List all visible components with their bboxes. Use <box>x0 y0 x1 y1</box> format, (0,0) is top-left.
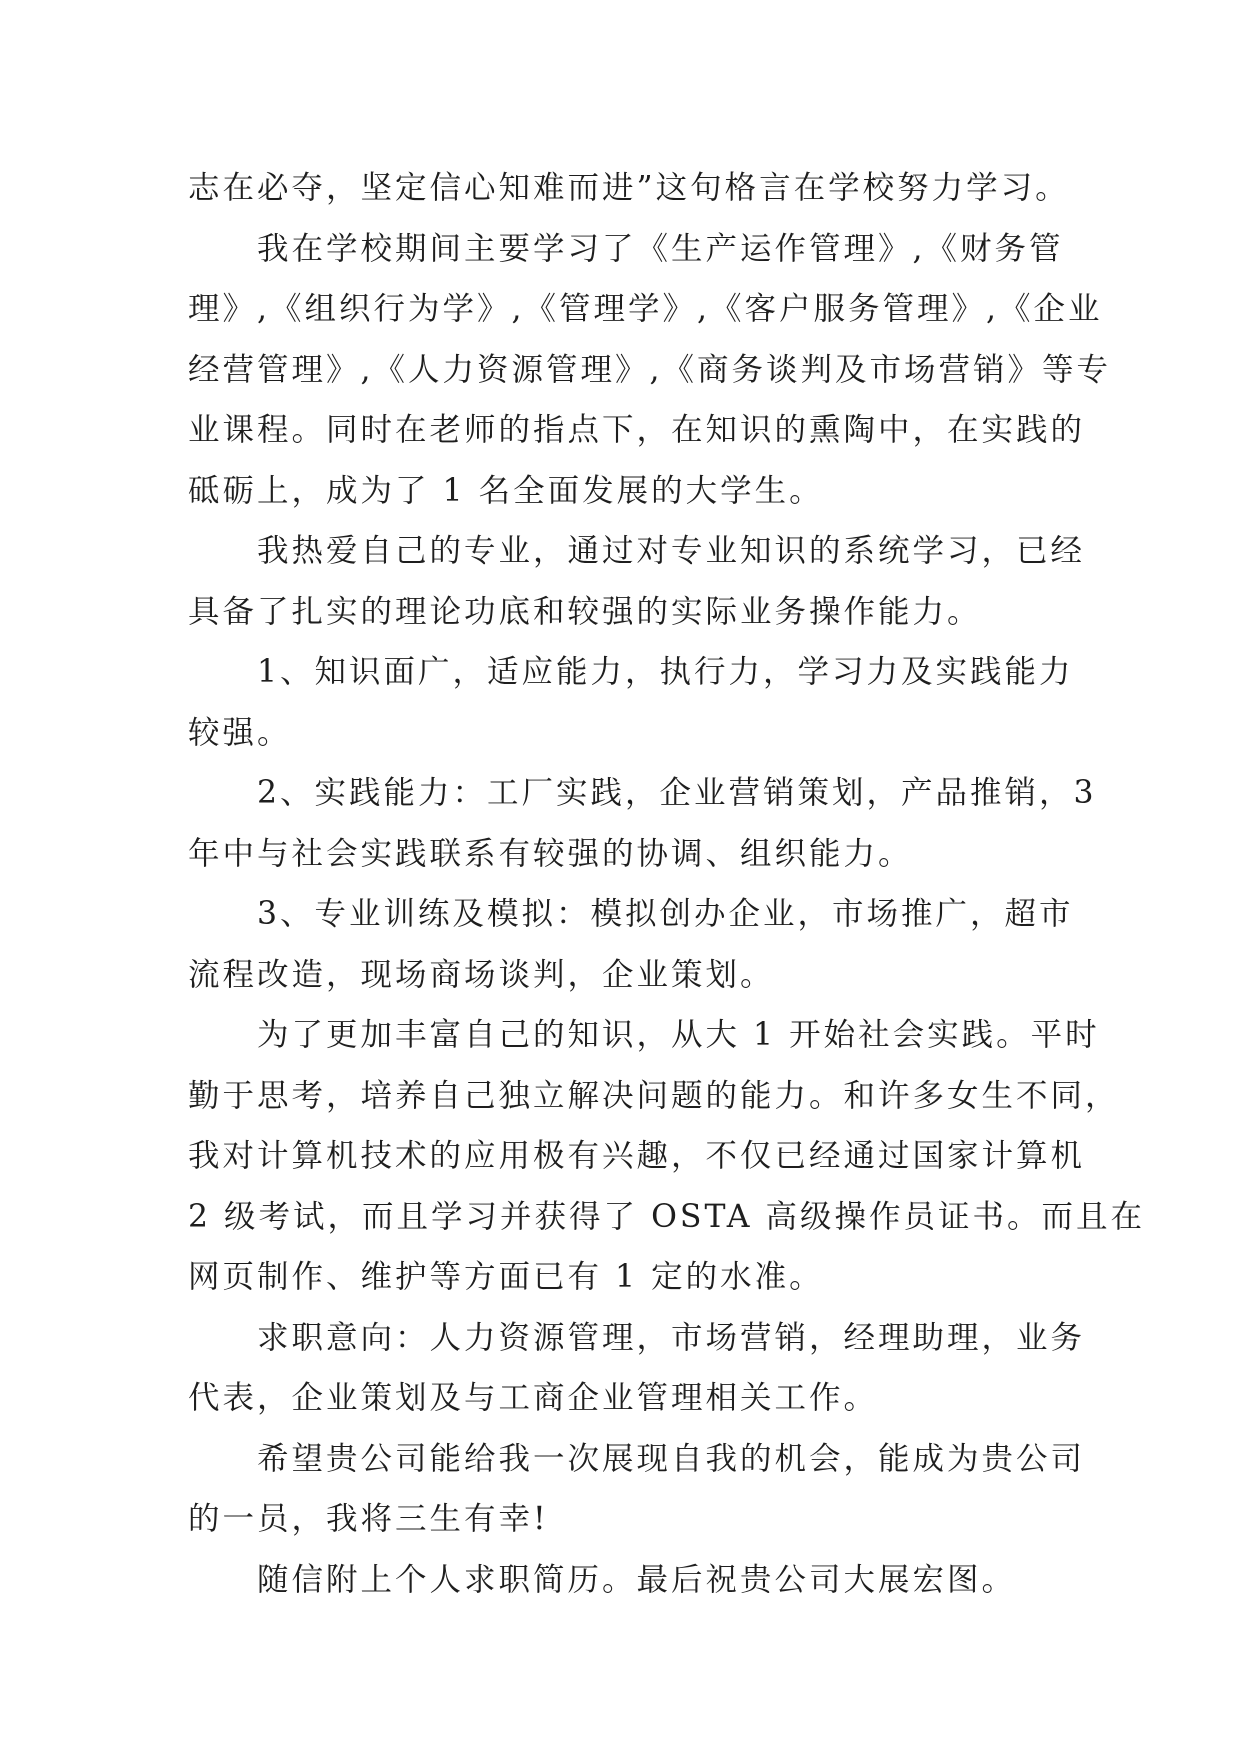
text-line: 2 级考试，而且学习并获得了 OSTA 高级操作员证书。而且在 <box>188 1198 1146 1235</box>
text-line: 代表，企业策划及与工商企业管理相关工作。 <box>188 1380 879 1416</box>
paragraph-hope <box>188 1429 1086 1550</box>
text-line: 1、知识面广，适应能力，执行力，学习力及实践能力 <box>257 654 1074 690</box>
text-line: 为了更加丰富自己的知识，从大 1 开始社会实践。平时 <box>257 1017 1100 1053</box>
text-line: 希望贵公司能给我一次展现自我的机会，能成为贵公司 <box>257 1440 1086 1477</box>
text-line: 的一员，我将三生有幸! <box>188 1501 549 1537</box>
paragraph-skill-1 <box>188 642 1074 763</box>
text-line: 具备了扎实的理论功底和较强的实际业务操作能力。 <box>188 593 982 630</box>
text-line: 我在学校期间主要学习了《生产运作管理》,《财务管 <box>257 230 1064 267</box>
text-line: 求职意向：人力资源管理，市场营销，经理助理，业务 <box>257 1319 1086 1356</box>
text-line: 随信附上个人求职简历。最后祝贵公司大展宏图。 <box>257 1561 1017 1598</box>
text-line: 较强。 <box>188 714 292 751</box>
text-line: 理》,《组织行为学》,《管理学》,《客户服务管理》,《企业 <box>188 291 1103 327</box>
text-line: 我热爱自己的专业，通过对专业知识的系统学习，已经 <box>257 533 1086 569</box>
text-line: 年中与社会实践联系有较强的协调、组织能力。 <box>188 835 913 872</box>
paragraph-closing <box>188 1550 1068 1611</box>
text-line: 2、实践能力：工厂实践，企业营销策划，产品推销，3 <box>257 775 1097 811</box>
text-line: 流程改造，现场商场谈判，企业策划。 <box>188 956 775 993</box>
paragraph-practice <box>188 1005 1146 1308</box>
text-line: 网页制作、维护等方面已有 1 定的水准。 <box>188 1259 824 1295</box>
text-line: 勤于思考，培养自己独立解决问题的能力。和许多女生不同， <box>188 1077 1120 1114</box>
paragraph-skill-2 <box>188 763 1097 884</box>
text-line: 砥砺上，成为了 1 名全面发展的大学生。 <box>188 472 824 509</box>
text-line: 我对计算机技术的应用极有兴趣，不仅已经通过国家计算机 <box>188 1138 1086 1174</box>
letter-body <box>188 158 1146 1610</box>
paragraph-motto-ending <box>188 158 1068 219</box>
text-line: 3、专业训练及模拟：模拟创办企业，市场推广，超市 <box>257 896 1074 932</box>
paragraph-job-intention <box>188 1308 1086 1429</box>
text-line: 业课程。同时在老师的指点下，在知识的熏陶中，在实践的 <box>188 412 1086 448</box>
text-line: 志在必夺，坚定信心知难而进”这句格言在学校努力学习。 <box>188 170 1070 206</box>
paragraph-major <box>188 521 1086 642</box>
paragraph-courses <box>188 219 1112 522</box>
text-line: 经营管理》,《人力资源管理》,《商务谈判及市场营销》等专 <box>188 351 1112 388</box>
paragraph-skill-3 <box>188 884 1074 1005</box>
